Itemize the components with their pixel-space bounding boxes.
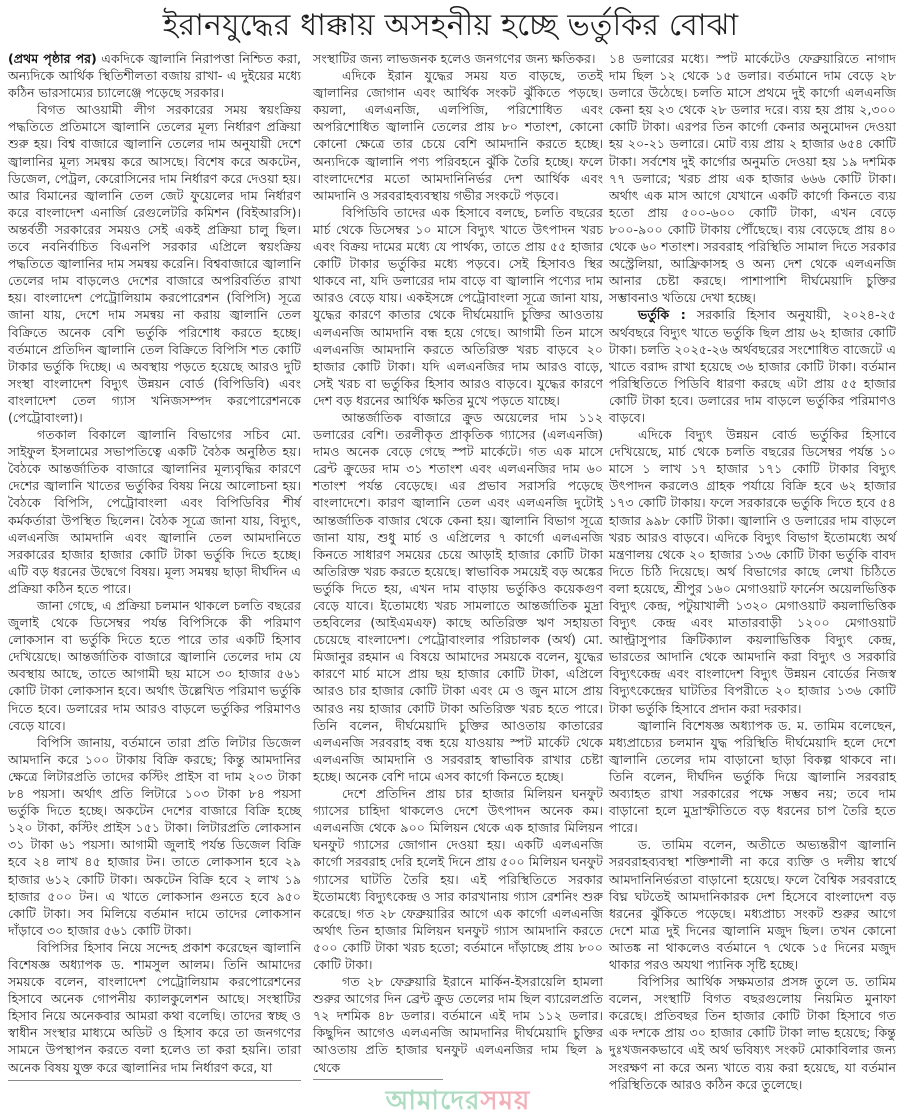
article-paragraph: বিপিসি জানায়, বর্তমানে তারা প্রতি লিটার ডিজেল আমদানি করে ১০০ টাকায় বিক্রি করছে; কিন্তু আমদানির ক্ষেত্রে লিটারপ্রতি তাদের কস্টিং প্রাইস বা দাম ২০৩ টাকা ৮৪ পয়সা। অর্থাৎ প্রতি লিটারে ১০৩ টাকা ৮৪ পয়সা ভর্তুকি দিতে হচ্ছে। অকটেন দেশের বাজারে বিক্রি হচ্ছে ১২০ টাকা, কস্টিং প্রাইস ১৫১ টাকা। লিটারপ্রতি লোকসান ৩১ টাকা ৬১ পয়সা। আগামী জুলাই পর্যন্ত ডিজেল বিক্রি হবে ২৪ লাখ ৪৫ হাজার টন। তাতে লোকসান হবে ২৯ হাজার ৬১২ কোটি টাকা। অকটেন বিক্রি হবে ২ লাখ ১৯ হাজার ৫০০ টন। এ খাতে লোকসান গুনতে হবে ৯৫০ কোটি টাকা। সব মিলিয়ে বর্তমান দামে তাদের লোকসান দাঁড়াবে ৩০ হাজার ৫৬১ কোটি টাকা। bbox=[8, 734, 301, 938]
column-divider bbox=[313, 1079, 443, 1080]
watermark-text: সময় bbox=[480, 1085, 531, 1116]
article-paragraph: এদিকে বিদ্যুৎ উন্নয়ন বোর্ড ভর্তুকির হিসাবে দেখিয়েছে, মার্চ থেকে চলতি বছরের ডিসেম্বর পর্যন্ত ১০ মাসে ১ লাখ ১৭ হাজার ১৭১ কোটি টাকার বিদ্যুৎ উৎপাদন করলেও গ্রাহক পর্যায়ে বিক্রি হবে ৬২ হাজার ১৭৩ কোটি টাকায়। ফলে সরকারকে ভর্তুকি দিতে হবে ৫৪ হাজার ৯৯৮ কোটি টাকা। জ্বালানি ও ডলারের দাম বাড়লে খরচ আরও বাড়বে। এদিকে বিদ্যুৎ বিভাগ ইতোমধ্যে অর্থ মন্ত্রণালয় থেকে ২০ হাজার ১৩৬ কোটি টাকা ভর্তুকি বাবদ দিতে চিঠি দিয়েছে। অর্থ বিভাগের কাছে লেখা চিঠিতে বলা হয়েছে, শ্রীপুর ১৬০ মেগাওয়াট ফার্নেস অয়েলভিত্তিক বিদ্যুৎ কেন্দ্র, পটুয়াখালী ১৩২০ মেগাওয়াট কয়লাভিত্তিক বিদ্যুৎ কেন্দ্র এবং মাতারবাড়ী ১২০০ মেগাওয়াট আল্ট্রাসুপার ক্রিটিক্যাল কয়লাভিত্তিক বিদ্যুৎ কেন্দ্র, ভারতের আদানি থেকে আমদানি করা বিদ্যুৎ ও সরকারি বিদ্যুৎকেন্দ্র এবং বাংলাদেশ বিদ্যুৎ উন্নয়ন বোর্ডের নিজস্ব বিদ্যুৎকেন্দ্রের ঘাটতির বিপরীতে ২০ হাজার ১৩৬ কোটি টাকা ভর্তুকি হিসাবে প্রদান করা দরকার। bbox=[609, 427, 896, 716]
article-paragraph: বিপিসির হিসাব নিয়ে সন্দেহ প্রকাশ করেছেন জ্বালানি বিশেষজ্ঞ অধ্যাপক ড. শামসুল আলম। তিনি আমাদের সময়কে বলেন, বাংলাদেশ পেট্রোলিয়াম করপোরেশনের হিসাবে অনেক গোপনীয় ক্যালকুলেশন আছে। সংস্থাটির হিসাব নিয়ে অনেকবার আমরা কথা বলেছি। তাদের স্বচ্ছ ও স্বাধীন সংস্থার মাধ্যমে অডিট ও হিসাব করে তা জনগণের সামনে উপস্থাপন করতে বলা হলেও তা করা হয়নি। তারা অনেক বিষয় যুক্ত করে জ্বালানির দাম নির্ধারণ করে, যা bbox=[8, 939, 301, 1075]
paragraph-text: একদিকে জ্বালানি নিরাপত্তা নিশ্চিত করা, অন্যদিকে আর্থিক স্থিতিশীলতা বজায় রাখা- এ দুইয়ের মধ্যে কঠিন ভারসাম্যের চ্যালেঞ্জে পড়েছে সরকার। bbox=[8, 51, 301, 101]
article-paragraph: দেশে প্রতিদিন প্রায় চার হাজার মিলিয়ন ঘনফুট গ্যাসের চাহিদা থাকলেও দেশে উৎপাদন অনেক কম। এলএনজি থেকে ৯০০ মিলিয়ন থেকে এক হাজার মিলিয়ন ঘনফুট গ্যাসের জোগান দেওয়া হয়। একটি এলএনজি কার্গো সরবরাহ দেরি হলেই দিনে প্রায় ৫০০ মিলিয়ন ঘনফুট গ্যাসের ঘাটতি তৈরি হয়। এই পরিস্থিতিতে সরকার ইতোমধ্যে বিদ্যুৎকেন্দ্র ও সার কারখানায় গ্যাস রেশনিং শুরু করেছে। গত ২৮ ফেব্রুয়ারির আগে এক কার্গো এলএনজি অর্থাৎ তিন হাজার মিলিয়ন ঘনফুট গ্যাস আমদানি করতে ৫০০ কোটি টাকা খরচ হতো; বর্তমানে দাঁড়াচ্ছে প্রায় ৮০০ কোটি টাকা। bbox=[313, 786, 603, 972]
paragraph-text: সরকারি হিসাব অনুযায়ী, ২০২৪-২৫ অর্থবছরে বিদ্যুৎ খাতে ভর্তুকি ছিল প্রায় ৬২ হাজার কোটি টাকা। চলতি ২০২৫-২৬ অর্থবছরের সংশোধিত বাজেটে এ খাতে বরাদ্দ রাখা হয়েছে ৩৬ হাজার কোটি টাকা। বর্তমান পরিস্থিতিতে পিডিবি ধারণা করছে এটা প্রায় ৫৫ হাজার কোটি টাকা হবে। ডলারের দাম বাড়লে ভর্তুকির পরিমাণও বাড়বে। bbox=[609, 307, 896, 425]
article-paragraph: এদিকে ইরান যুদ্ধের সময় যত বাড়ছে, ততই জ্বালানির জোগান এবং আর্থিক সংকট ঝুঁকিতে পড়ছে। কয়লা, এলএনজি, এলপিজি, পরিশোধিত এবং অপরিশোধিত জ্বালানি তেলের প্রায় ৮০ শতাংশ, কোনো কোনো ক্ষেত্রে তার চেয়ে বেশি আমদানি করতে হচ্ছে। অন্যদিকে জ্বালানি পণ্য পরিবহনে ঝুঁকি তৈরি হচ্ছে। ফলে বাংলাদেশের মতো আমদানিনির্ভর দেশ আর্থিক এবং আমদানি ও সরবরাহব্যবস্থায় গভীর সংকটে পড়বে। bbox=[313, 68, 603, 203]
article-column-1 bbox=[8, 50, 301, 1081]
article-paragraph: জ্বালানি বিশেষজ্ঞ অধ্যাপক ড. ম. তামিম বলেছেন, মধ্যপ্রাচ্যের চলমান যুদ্ধ পরিস্থিতি দীর্ঘমেয়াদি হলে দেশে জ্বালানি তেলের দাম বাড়ানো ছাড়া বিকল্প থাকবে না। তিনি বলেন, দীর্ঘদিন ভর্তুকি দিয়ে জ্বালানি সরবরাহ অব্যাহত রাখা সরকারের পক্ষে সম্ভব নয়; তবে দাম বাড়ানো হলে মুদ্রাস্ফীতিতে বড় ধরনের চাপ তৈরি হতে পারে। bbox=[609, 717, 896, 836]
article-paragraph: ১৪ ডলারের মধ্যে। স্পট মার্কেটেও ফেব্রুয়ারিতে নাগাদ দাম ছিল ১২ থেকে ১৫ ডলার। বর্তমানে দাম বেড়ে ২৮ ডলারে উঠেছে। চলতি মাসে প্রথমে দুই কার্গো এলএনজি কেনা হয় ২৩ থেকে ২৮ ডলার দরে। ব্যয় হয় প্রায় ২,৩০০ কোটি টাকা। এরপর তিন কার্গো কেনার অনুমোদন দেওয়া হয় ২০-২১ ডলারে। মোট ব্যয় প্রায় ২ হাজার ৬৫৪ কোটি টাকা। সর্বশেষ দুই কার্গোর অনুমতি দেওয়া হয় ১৯ দশমিক ৭৭ ডলারে; খরচ প্রায় এক হাজার ৬৬৬ কোটি টাকা। অর্থাৎ এক মাস আগে যেখানে একটি কার্গো কিনতে ব্যয় হতো প্রায় ৫০০-৬০০ কোটি টাকা, এখন বেড়ে ৮০০-৯০০ কোটি টাকায় পৌঁছেছে। ব্যয় বেড়েছে প্রায় ৪০ থেকে ৬০ শতাংশ। সরবরাহ পরিস্থিতি সামাল দিতে সরকার অস্ট্রেলিয়া, আফ্রিকাসহ ও অন্য দেশ থেকে এলএনজি আনার চেষ্টা করছে। পাশাপাশি দীর্ঘমেয়াদি চুক্তির সম্ভাবনাও খতিয়ে দেখা হচ্ছে। bbox=[609, 51, 896, 306]
article-paragraph: বিপিডিবি তাদের এক হিসাবে বলছে, চলতি বছরের মার্চ থেকে ডিসেম্বর ১০ মাসে বিদ্যুৎ খাতে উৎপাদন খরচ এবং বিক্রয় দামের মধ্যে যে পার্থক্য, তাতে প্রায় ৫৫ হাজার কোটি টাকার ভর্তুকির মধ্যে পড়বে। সেই হিসাবও স্থির থাকবে না, যদি ডলারের দাম বাড়ে বা জ্বালানি পণ্যের দাম আরও বেড়ে যায়। একইসঙ্গে পেট্রোবাংলা সূত্রে জানা যায়, যুদ্ধের কারণে কাতার থেকে দীর্ঘমেয়াদি চুক্তির আওতায় এলএনজি আমদানি বন্ধ হয়ে গেছে। আগামী তিন মাসে এলএনজি আমদানি করতে অতিরিক্ত খরচ বাড়বে ২০ হাজার কোটি টাকা। যদি এলএনজির দাম আরও বাড়ে, সেই খরচ বা ভর্তুকির হিসাব আরও বাড়বে। যুদ্ধের কারণে দেশ বড় ধরনের আর্থিক ক্ষতির মুখে পড়তে যাচ্ছে। bbox=[313, 204, 603, 408]
watermark-text: আমাদের bbox=[385, 1085, 481, 1116]
article-paragraph bbox=[609, 306, 896, 426]
section-subhead: ভর্তুকি : bbox=[637, 307, 686, 323]
article-paragraph: গতকাল বিকালে জ্বালানি বিভাগের সচিব মো. সাইফুল ইসলামের সভাপতিত্বে একটি বৈঠক অনুষ্ঠিত হয়। বৈঠকে আন্তর্জাতিক বাজারে জ্বালানির মূল্যবৃদ্ধির কারণে দেশের জ্বালানি খাতের ভর্তুকির বিষয় নিয়ে আলোচনা হয়। বৈঠকে বিপিসি, পেট্রোবাংলা এবং বিপিডিবির শীর্ষ কর্মকর্তারা উপস্থিত ছিলেন। বৈঠক সূত্রে জানা যায়, বিদ্যুৎ, এলএনজি আমদানি এবং জ্বালানি তেল আমদানিতে সরকারের হাজার হাজার কোটি টাকা ভর্তুকি দিতে হচ্ছে। এটি বড় ধরনের উদ্বেগে বিষয়। মূল্য সমন্বয় ছাড়া দীর্ঘদিন এ প্রক্রিয়া কঠিন হতে পারে। bbox=[8, 427, 301, 596]
article-headline: ইরানযুদ্ধের ধাক্কায় অসহনীয় হচ্ছে ভর্তুকির বোঝা bbox=[162, 8, 739, 43]
continuation-label: (প্রথম পৃষ্ঠার পর) bbox=[8, 51, 97, 66]
article-paragraph: ড. তামিম বলেন, অতীতে অভ্যন্তরীণ জ্বালানি সরবরাহব্যবস্থা শক্তিশালী না করে ব্যক্তি ও দলীয় স্বার্থে আমদানিনির্ভরতা বাড়ানো হয়েছে। ফলে বৈশ্বিক সরবরাহে বিঘ্ন ঘটতেই আমদানিকারক দেশ হিসেবে বাংলাদেশ বড় ধরনের ঝুঁকিতে পড়েছে। মধ্যপ্রাচ্য সংকট শুরুর আগে দেশে মাত্র দুই দিনের জ্বালানি মজুদ ছিল। তখন কোনো আতঙ্ক না থাকলেও বর্তমানে ৭ থেকে ১৫ দিনের মজুদ থাকার পরও অযথা প্যানিক সৃষ্টি হচ্ছে। bbox=[609, 837, 896, 972]
article-paragraph: বিগত আওয়ামী লীগ সরকারের সময় স্বয়ংক্রিয় পদ্ধতিতে প্রতিমাসে জ্বালানি তেলের মূল্য নির্ধারণ প্রক্রিয়া শুরু হয়। বিশ্ব বাজারে জ্বালানি তেলের দাম অনুযায়ী দেশে জ্বালানির মূল্য সমন্বয় করে আসছে। বিশেষ করে অকটেন, ডিজেল, পেট্রল, কেরোসিনের দাম নির্ধারণ করে দেওয়া হয়। আর বিমানের জ্বালানি তেল জেট ফুয়েলের দাম নির্ধারণ করে বাংলাদেশ এনার্জি রেগুলেটরি কমিশন (বিইআরসি)। অন্তর্বর্তী সরকারের সময়ও সেই একই প্রক্রিয়া চালু ছিল। তবে নবনির্বাচিত বিএনপি সরকার এপ্রিলে স্বয়ংক্রিয় পদ্ধতিতে জ্বালানির দাম সমন্বয় করেনি। বিশ্ববাজারে জ্বালানি তেলের দাম বাড়লেও দেশের বাজারে অপরিবর্তিত রাখা হয়। বাংলাদেশ পেট্রোলিয়াম করপোরেশন (বিপিসি) সূত্রে জানা যায়, দেশে দাম সমন্বয় না করায় জ্বালানি তেল বিক্রিতে অনেক বেশি ভর্তুকি পরিশোধ করতে হচ্ছে। বর্তমানে প্রতিদিন জ্বালানি তেল বিক্রিতে বিপিসি শত কোটি টাকার ভর্তুকি দিচ্ছে। এ অবস্থায় পড়তে হয়েছে আরও দুটি সংস্থা বাংলাদেশ বিদ্যুৎ উন্নয়ন বোর্ড (বিপিডিবি) এবং বাংলাদেশ তেল গ্যাস খনিজসম্পদ করপোরেশনকে (পেট্রোবাংলা)। bbox=[8, 102, 301, 425]
article-paragraph: সংস্থাটির জন্য লাভজনক হলেও জনগণের জন্য ক্ষতিকর। bbox=[313, 51, 596, 66]
article-column-3 bbox=[609, 50, 896, 1093]
article-paragraph: জানা গেছে, এ প্রক্রিয়া চলমান থাকলে চলতি বছরের জুলাই থেকে ডিসেম্বর পর্যন্ত বিপিসিকে কী পরিমাণ লোকসান বা ভর্তুকি দিতে হতে পারে তার একটি হিসাব দেখিয়েছে। আন্তর্জাতিক বাজারে জ্বালানি তেলের দাম যে অবস্থায় আছে, তাতে আগামী ছয় মাসে ৩০ হাজার ৫৬১ কোটি টাকা লোকসান হবে। অর্থাৎ উল্লেখিত পরিমাণ ভর্তুকি দিতে হবে। ডলারের দাম আরও বাড়লে ভর্তুকির পরিমাণও বেড়ে যাবে। bbox=[8, 598, 301, 733]
column-divider bbox=[8, 1080, 301, 1081]
article-column-2 bbox=[313, 50, 603, 1116]
article-paragraph: আন্তর্জাতিক বাজারে ক্রুড অয়েলের দাম ১১২ ডলারের বেশি। তরলীকৃত প্রাকৃতিক গ্যাসের (এলএনজি) দামও অনেক বেড়ে গেছে স্পট মার্কেটে। গত এক মাসে ব্রেন্ট ক্রুডের দাম ৩১ শতাংশ এবং এলএনজির দাম ৬০ শতাংশ পর্যন্ত বেড়েছে। এর প্রভাব সরাসরি পড়েছে বাংলাদেশে। কারণ জ্বালানি তেল এবং এলএনজি দুটোই আন্তর্জাতিক বাজার থেকে কেনা হয়। জ্বালানি বিভাগ সূত্রে জানা যায়, শুধু মার্চ ও এপ্রিলের ৭ কার্গো এলএনজি কিনতে সাধারণ সময়ের চেয়ে আড়াই হাজার কোটি টাকা অতিরিক্ত খরচ করতে হয়েছে। স্বাভাবিক সময়েই বড় অঙ্কের ভর্তুকি দিতে হয়, এখন দাম বাড়ায় ভর্তুকিও কয়েকগুণ বেড়ে যাবে। ইতোমধ্যে খরচ সামলাতে আন্তর্জাতিক মুদ্রা তহবিলের (আইএমএফ) কাছে অতিরিক্ত ঋণ সহায়তা চেয়েছে বাংলাদেশ। পেট্রোবাংলার পরিচালক (অর্থ) মো. মিজানুর রহমান এ বিষয়ে আমাদের সময়কে বলেন, যুদ্ধের কারণে মার্চ মাসে প্রায় ছয় হাজার কোটি টাকা, এপ্রিলে আরও চার হাজার কোটি টাকা এবং মে ও জুন মাসে প্রায় আরও নয় হাজার কোটি টাকা অতিরিক্ত খরচ হতে পারে। তিনি বলেন, দীর্ঘমেয়াদি চুক্তির আওতায় কাতারের এলএনজি সরবরাহ বন্ধ হয়ে যাওয়ায় স্পট মার্কেট থেকে এলএনজি আমদানি ও সরবরাহ স্বাভাবিক রাখার চেষ্টা হচ্ছে। অনেক বেশি দামে এসব কার্গো কিনতে হচ্ছে। bbox=[313, 409, 603, 784]
article-paragraph: বিপিসির আর্থিক সক্ষমতার প্রসঙ্গ তুলে ড. তামিম বলেন, সংস্থাটি বিগত বছরগুলোয় নিয়মিত মুনাফা করেছে। প্রতিবছর তিন হাজার কোটি টাকা হিসাবে গত এক দশকে প্রায় ৩০ হাজার কোটি টাকা লাভ হয়েছে; কিন্তু দুঃখজনকভাবে এই অর্থ ভবিষ্যৎ সংকট মোকাবিলার জন্য সংরক্ষণ না করে অন্য খাতে ব্যয় করা হয়েছে, যা বর্তমান পরিস্থিতিকে আরও কঠিন করে তুলেছে। bbox=[609, 974, 896, 1092]
newspaper-watermark-logo bbox=[313, 1086, 603, 1116]
article-paragraph: গত ২৮ ফেব্রুয়ারি ইরানে মার্কিন-ইসরায়েলি হামলা শুরুর আগের দিন ব্রেন্ট ক্রুড তেলের দাম ছিল ব্যারেলপ্রতি ৭২ দশমিক ৪৮ ডলার। বর্তমানে এই দাম ১১২ ডলার। কিছুদিন আগেও এলএনজি আমদানির দীর্ঘমেয়াদি চুক্তির আওতায় প্রতি হাজার ঘনফুট এলএনজির দাম ছিল ৯ থেকে bbox=[313, 974, 603, 1075]
article-paragraph bbox=[8, 50, 301, 101]
